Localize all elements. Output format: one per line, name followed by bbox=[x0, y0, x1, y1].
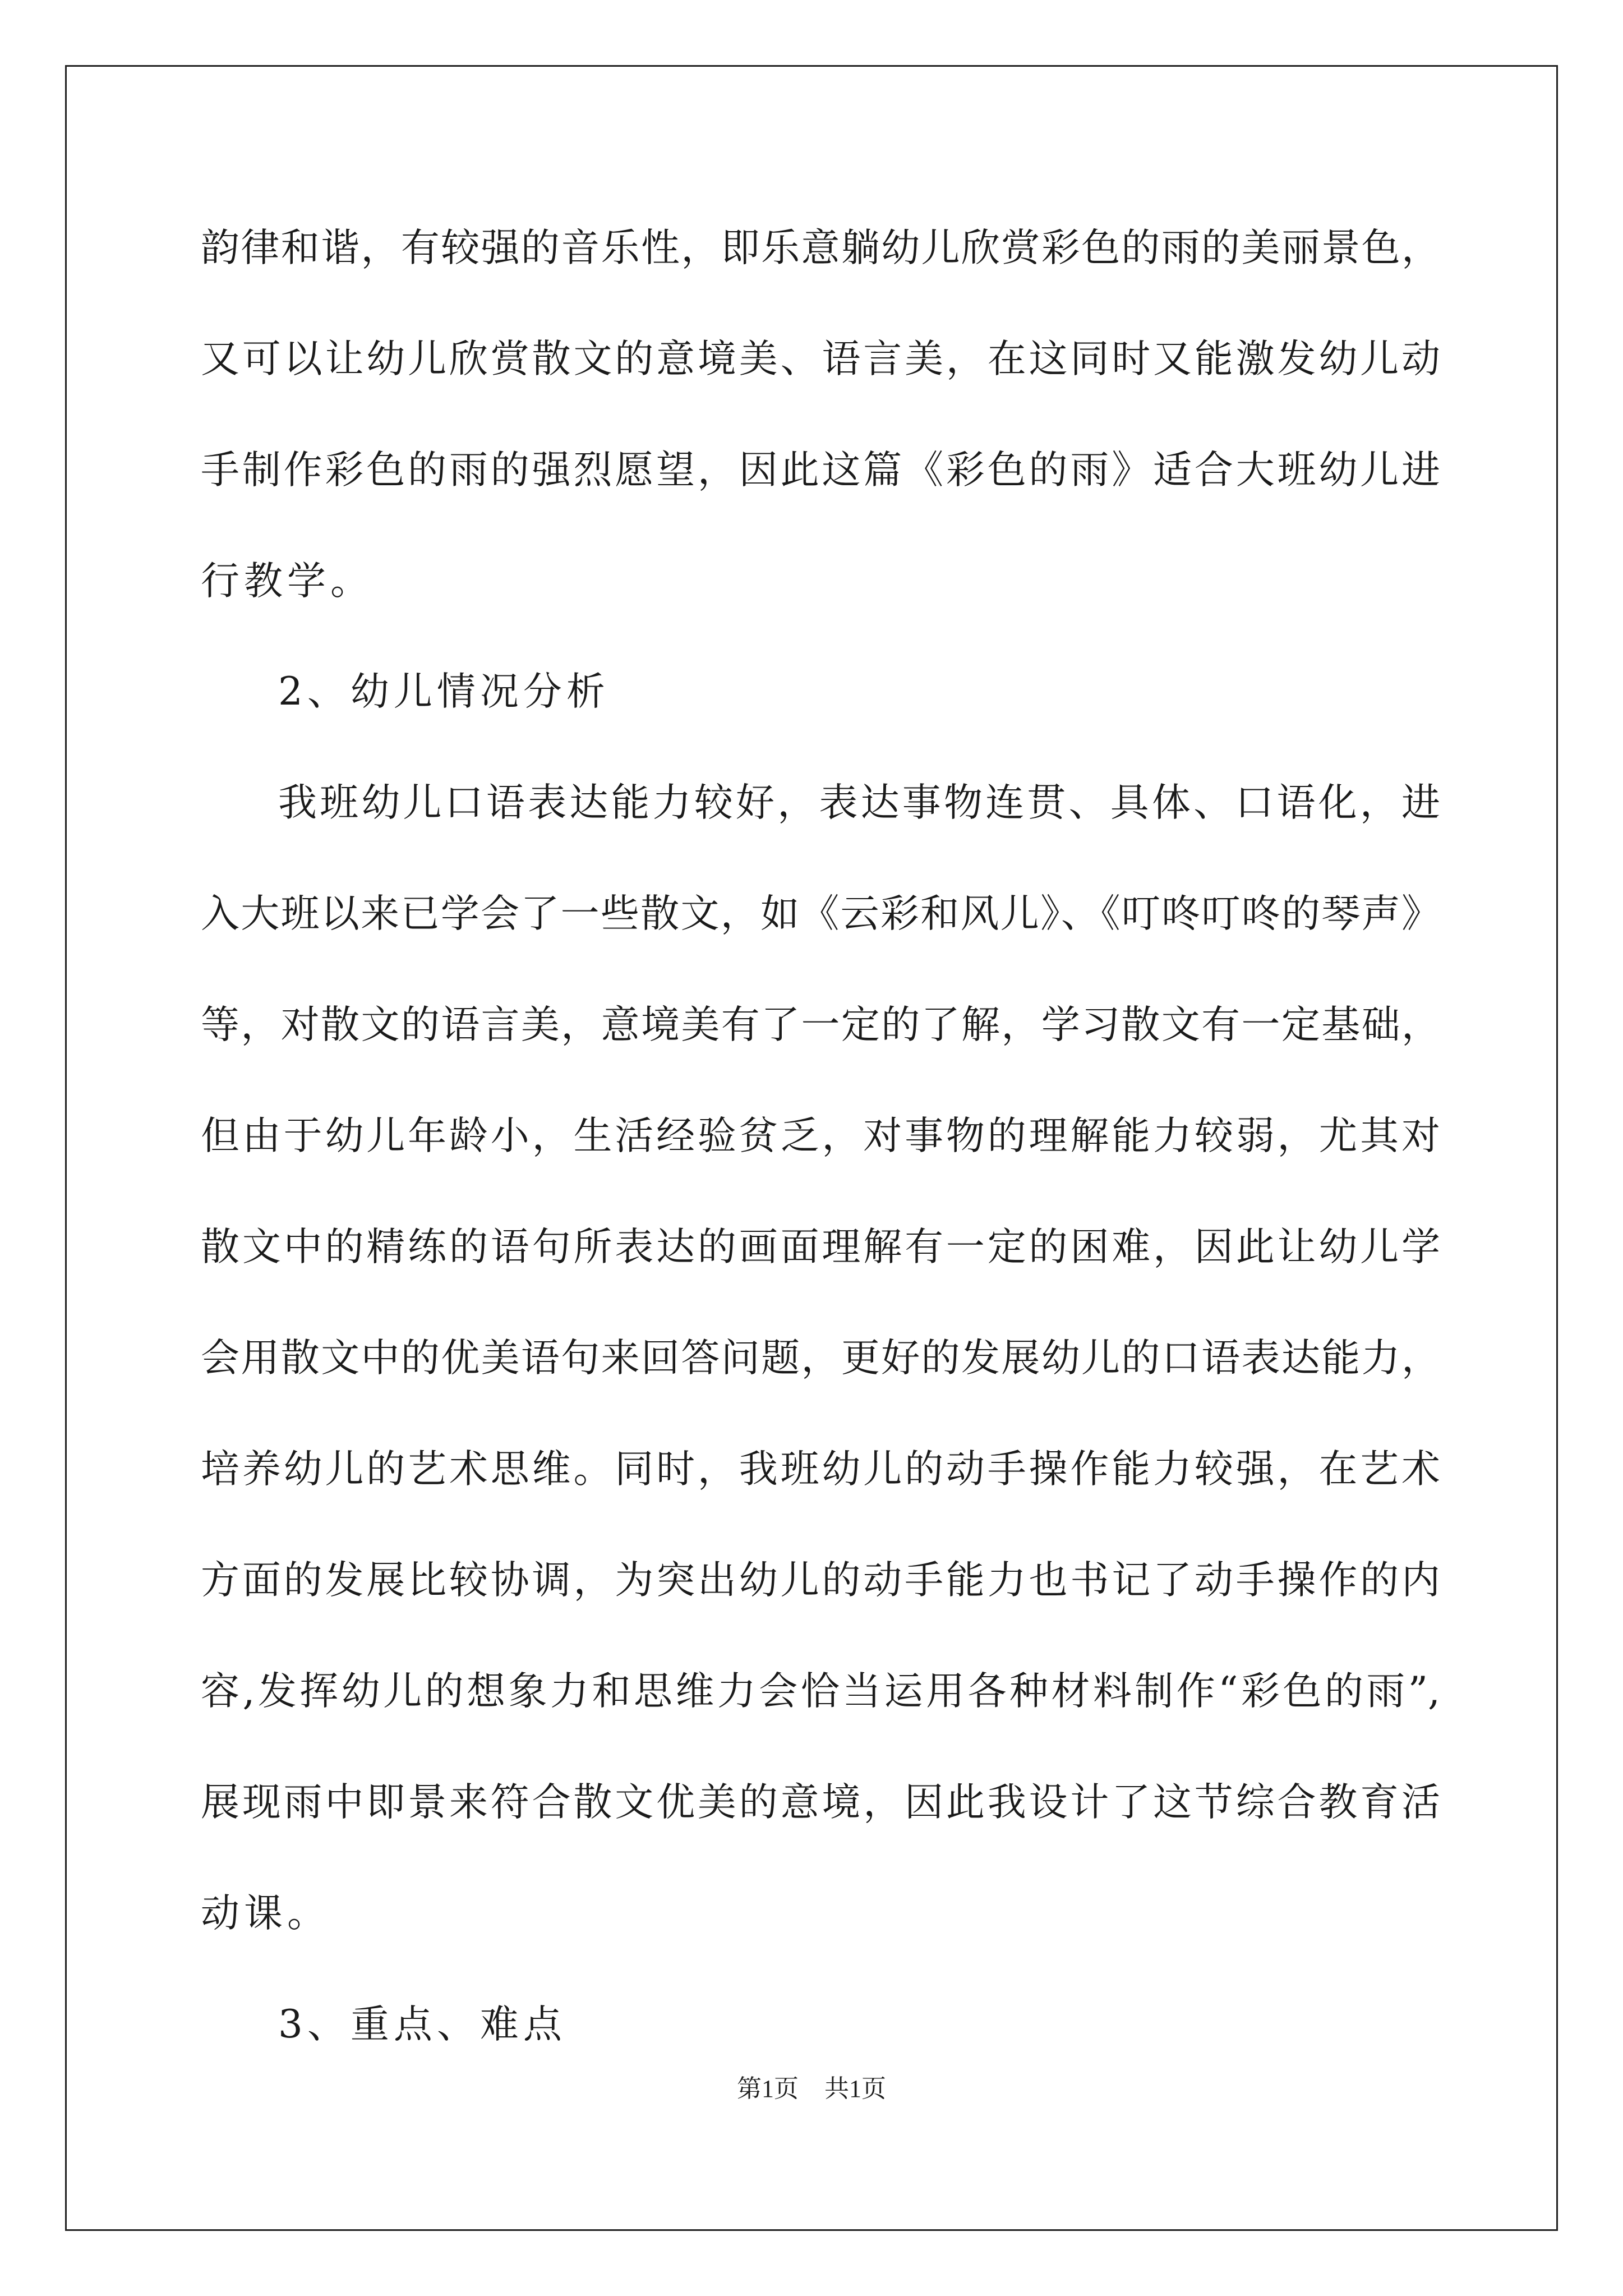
paragraph-line: 行教学。 bbox=[201, 559, 374, 604]
paragraph-line: 容,发挥幼儿的想象力和思维力会恰当运用各种材料制作“彩色的雨”, bbox=[201, 1669, 1440, 1714]
paragraph-line: 散文中的精练的语句所表达的画面理解有一定的困难，因此让幼儿学 bbox=[201, 1225, 1440, 1269]
paragraph-line: 但由于幼儿年龄小，生活经验贫乏，对事物的理解能力较弱，尤其对 bbox=[201, 1114, 1440, 1158]
paragraph-line: 我班幼儿口语表达能力较好，表达事物连贯、具体、口语化，进 bbox=[278, 780, 1440, 825]
paragraph-line: 动课。 bbox=[201, 1891, 330, 1936]
page-total: 共1页 bbox=[824, 2075, 886, 2102]
paragraph-line: 培养幼儿的艺术思维。同时，我班幼儿的动手操作能力较强，在艺术 bbox=[201, 1447, 1440, 1492]
page-number: 第1页 bbox=[737, 2075, 799, 2102]
paragraph-line: 入大班以来已学会了一些散文，如《云彩和风儿》、《叮咚叮咚的琴声》 bbox=[201, 891, 1440, 936]
section-heading: 3、重点、难点 bbox=[278, 2002, 566, 2047]
paragraph-line: 会用散文中的优美语句来回答问题，更好的发展幼儿的口语表达能力， bbox=[201, 1336, 1440, 1381]
paragraph-line: 方面的发展比较协调，为突出幼儿的动手能力也书记了动手操作的内 bbox=[201, 1558, 1440, 1603]
page-footer bbox=[0, 2072, 1623, 2106]
paragraph-line: 等，对散文的语言美，意境美有了一定的了解，学习散文有一定基础， bbox=[201, 1002, 1440, 1047]
paragraph-line: 手制作彩色的雨的强烈愿望，因此这篇《彩色的雨》适合大班幼儿进 bbox=[201, 448, 1440, 493]
paragraph-line: 展现雨中即景来符合散文优美的意境，因此我设计了这节综合教育活 bbox=[201, 1780, 1440, 1825]
paragraph-line: 又可以让幼儿欣赏散文的意境美、语言美，在这同时又能激发幼儿动 bbox=[201, 337, 1440, 381]
paragraph-line: 韵律和谐，有较强的音乐性，即乐意躺幼儿欣赏彩色的雨的美丽景色， bbox=[201, 226, 1440, 270]
section-heading: 2、幼儿情况分析 bbox=[278, 669, 610, 714]
